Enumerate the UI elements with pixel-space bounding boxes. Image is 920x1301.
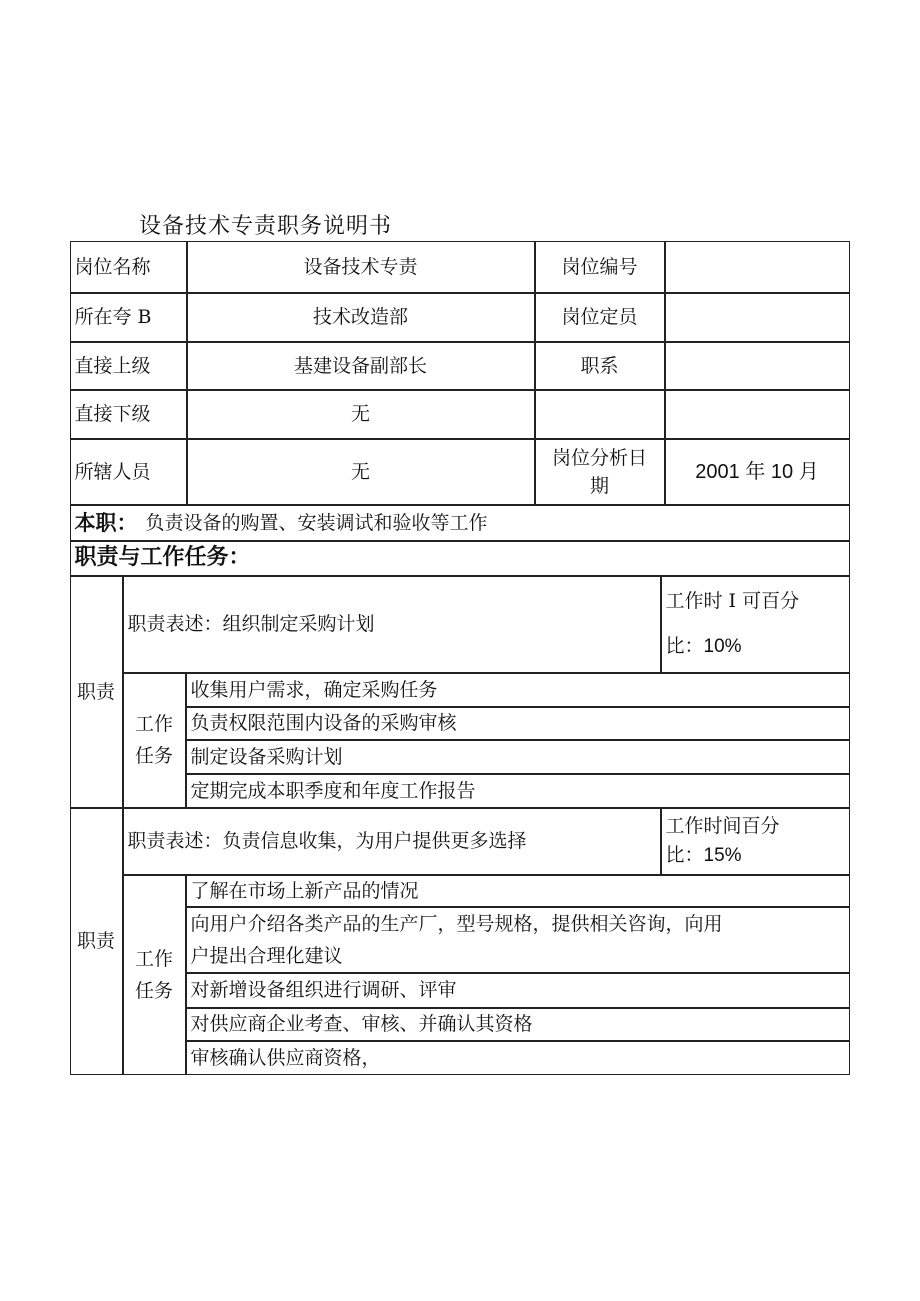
- duty-1-label: 职责: [70, 576, 123, 808]
- subordinate-label: 直接下级: [70, 390, 187, 439]
- duty-1-task-label: [123, 673, 186, 808]
- duty-2-task-label-line1: 工作: [134, 947, 173, 970]
- series-value: [665, 342, 850, 390]
- empty-cell: [665, 390, 850, 439]
- subordinate-value: 无: [187, 390, 535, 439]
- analysis-date-label-line2: 期: [589, 474, 609, 497]
- duty-2-time: [661, 808, 850, 875]
- duty-1-task-4: 定期完成本职季度和年度工作报告: [186, 774, 850, 808]
- duty-2-task-2: [186, 907, 850, 973]
- duty-1-task-1: 收集用户需求，确定采购任务: [186, 673, 850, 707]
- duty-2-task-2-line1: 向用户介绍各类产品的生产厂，型号规格，提供相关咨询，向用: [190, 912, 723, 935]
- quota-value: [665, 293, 850, 342]
- job-description-table: [70, 241, 850, 1075]
- document-title: 设备技术专责职务说明书: [139, 214, 393, 239]
- empty-cell: [535, 390, 665, 439]
- analysis-date-label-line1: 岗位分析日: [551, 446, 647, 469]
- dept-label: 所在夸 B: [70, 293, 187, 342]
- post-no-value: [665, 241, 850, 293]
- duty-1-task-label-line2: 任务: [134, 745, 173, 767]
- duty-2-label: 职责: [70, 808, 123, 1075]
- analysis-date-label: [535, 439, 665, 505]
- post-no-label: 岗位编号: [535, 241, 665, 293]
- duty-2-task-5: 审核确认供应商资格，: [186, 1041, 850, 1075]
- quota-label: 岗位定员: [535, 293, 665, 342]
- superior-label: 直接上级: [70, 342, 187, 390]
- duty-2-time-line1: 工作时间百分: [665, 815, 780, 837]
- duty-1-task-2: 负责权限范围内设备的采购审核: [186, 707, 850, 740]
- duty-1-time-line1: 工作时 I 可百分: [665, 590, 800, 612]
- staff-value: 无: [187, 439, 535, 505]
- duty-1-task-label-line1: 工作: [134, 713, 173, 735]
- duty-2-task-2-line2: 户提出合理化建议: [190, 944, 343, 967]
- post-name-label: 岗位名称: [70, 241, 187, 293]
- series-label: 职系: [535, 342, 665, 390]
- duty-2-task-1: 了解在市场上新产品的情况: [186, 875, 850, 907]
- duty-1-statement: 职责表述：组织制定采购计划: [123, 576, 661, 673]
- duty-1-task-3: 制定设备采购计划: [186, 740, 850, 774]
- duty-2-task-3: 对新增设备组织进行调研、评审: [186, 973, 850, 1008]
- duty-2-task-4: 对供应商企业考查、审核、并确认其资格: [186, 1008, 850, 1041]
- post-name-value: 设备技术专责: [187, 241, 535, 293]
- core-duty-row: [70, 505, 850, 541]
- analysis-date-value: 2001 年 10 月: [665, 439, 850, 505]
- duty-2-time-line2: 比：15%: [665, 845, 742, 866]
- dept-value: 技术改造部: [187, 293, 535, 342]
- duties-heading: 职责与工作任务：: [70, 541, 850, 576]
- superior-value: 基建设备副部长: [187, 342, 535, 390]
- core-duty-text: 负责设备的购置、安装调试和验收等工作: [145, 511, 488, 534]
- duty-2-task-label: [123, 875, 186, 1075]
- duty-2-statement: 职责表述：负责信息收集，为用户提供更多选择: [123, 808, 661, 875]
- duty-1-time-line2: 比：10%: [665, 636, 742, 657]
- duty-1-time: [661, 576, 850, 673]
- duty-2-task-label-line2: 任务: [134, 979, 173, 1002]
- core-duty-label: 本职：: [74, 510, 138, 535]
- staff-label: 所辖人员: [70, 439, 187, 505]
